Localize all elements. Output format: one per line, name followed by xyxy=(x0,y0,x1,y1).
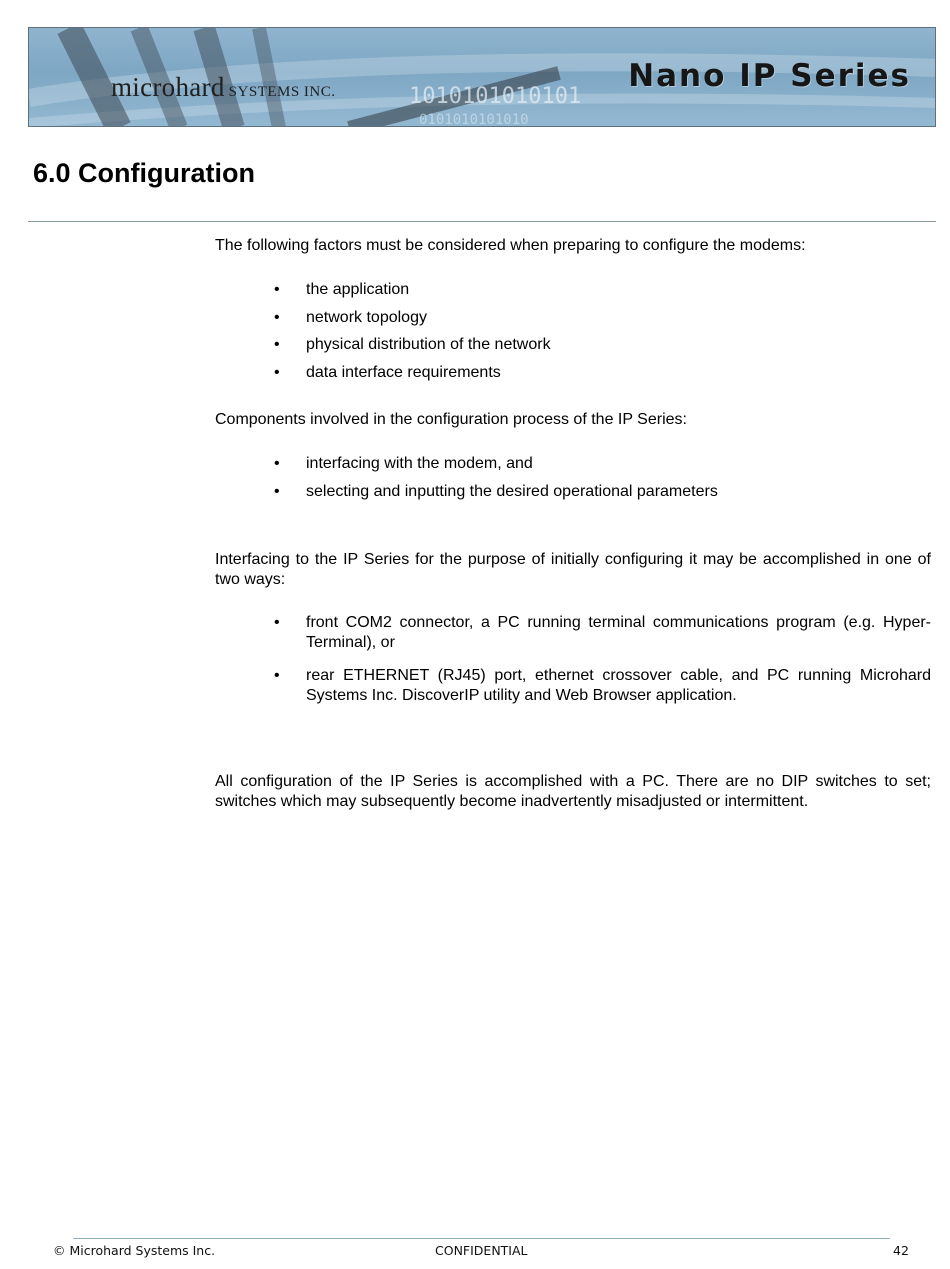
list-item xyxy=(215,363,931,383)
bullet-icon: • xyxy=(274,455,280,472)
list-item xyxy=(215,280,931,300)
list-item-text: rear ETHERNET (RJ45) port, ethernet crossover cable, and PC running Microhard Systems Inc. DiscoverIP utility and Web Browser application. xyxy=(306,667,931,704)
binary-text: 1010101010101 xyxy=(409,84,582,109)
list-item-text: physical distribution of the network xyxy=(306,336,551,353)
list-item-text: selecting and inputting the desired operational parameters xyxy=(306,482,718,500)
list-item xyxy=(215,454,931,474)
brand-suffix: SYSTEMS INC. xyxy=(228,84,336,100)
bullet-icon: • xyxy=(274,281,280,298)
section-divider xyxy=(28,221,936,222)
bullet-icon: • xyxy=(274,667,280,684)
list-item xyxy=(215,482,931,502)
bullet-icon: • xyxy=(274,336,280,353)
list-item xyxy=(215,308,931,328)
footer-copyright: © Microhard Systems Inc. xyxy=(53,1243,216,1258)
closing-paragraph: All configuration of the IP Series is accomplished with a PC. There are no DIP switches to set; switches which may subsequently become inadvertently misadjusted or intermittent. xyxy=(215,773,931,810)
brand-logo xyxy=(111,72,336,103)
intro-paragraph: The following factors must be considered when preparing to configure the modems: xyxy=(215,237,806,254)
bullet-icon: • xyxy=(274,308,280,326)
list-item-text: network topology xyxy=(306,308,427,326)
list-item xyxy=(215,613,931,652)
binary-text-secondary: 0101010101010 xyxy=(419,112,529,128)
footer-divider xyxy=(73,1238,890,1239)
components-paragraph: Components involved in the configuration process of the IP Series: xyxy=(215,411,687,428)
section-title: 6.0 Configuration xyxy=(33,158,255,188)
list-item xyxy=(215,335,931,355)
list-item-text: data interface requirements xyxy=(306,363,501,381)
bullet-icon: • xyxy=(274,363,280,381)
page-number: 42 xyxy=(893,1243,909,1258)
list-item-text: front COM2 connector, a PC running terminal communications program (e.g. Hyper-Terminal), or xyxy=(306,614,931,651)
footer-confidential: CONFIDENTIAL xyxy=(435,1243,528,1258)
bullet-icon: • xyxy=(274,482,280,500)
bullet-icon: • xyxy=(274,614,280,631)
series-title: Nano IP Series xyxy=(628,58,911,94)
list-item-text: the application xyxy=(306,281,410,298)
components-list xyxy=(215,454,931,501)
header-banner xyxy=(28,27,936,127)
factors-list xyxy=(215,280,931,382)
list-item-text: interfacing with the modem, and xyxy=(306,455,533,472)
brand-name: microhard xyxy=(111,72,225,102)
ways-list xyxy=(215,613,931,705)
interfacing-paragraph: Interfacing to the IP Series for the purpose of initially configuring it may be accomplished in one of two ways: xyxy=(215,551,931,588)
list-item xyxy=(215,666,931,705)
